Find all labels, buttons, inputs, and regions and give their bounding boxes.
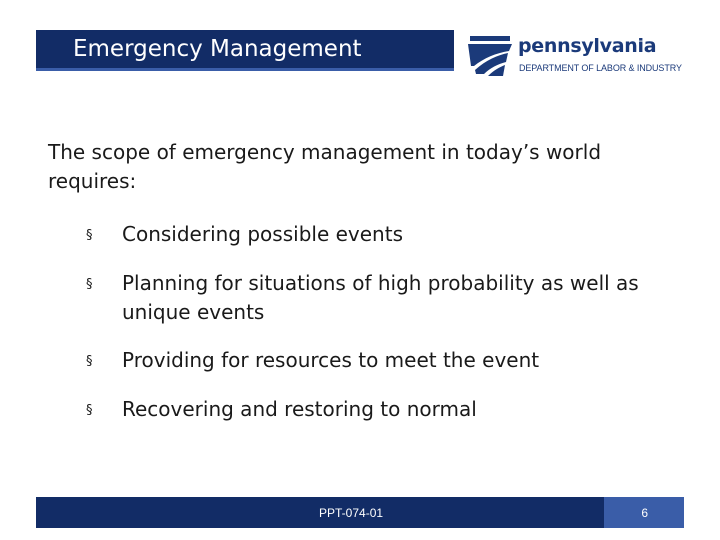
footer-main: [36, 497, 604, 528]
bullet-item: [86, 220, 403, 249]
bullet-item: [86, 395, 477, 424]
footer-code: PPT-074-01: [319, 506, 384, 520]
title-bar: [36, 30, 454, 71]
bullet-text: Planning for situations of high probability as well as unique events: [122, 271, 639, 324]
bullet-text: Providing for resources to meet the event: [122, 348, 540, 372]
logo-name: pennsylvania: [518, 35, 657, 57]
page-number: 6: [641, 506, 648, 520]
slide-title: Emergency Management: [73, 36, 362, 62]
section-bullet-icon: §: [86, 403, 93, 418]
section-bullet-icon: §: [86, 228, 93, 243]
footer-bar: [36, 497, 684, 528]
bullet-item: [86, 346, 539, 375]
bullet-text: Recovering and restoring to normal: [122, 397, 477, 421]
section-bullet-icon: §: [86, 354, 93, 369]
keystone-logo-icon: [466, 32, 514, 78]
pa-labor-logo: [466, 32, 690, 78]
bullet-text: Considering possible events: [122, 222, 403, 246]
bullet-item: [86, 269, 676, 327]
section-bullet-icon: §: [86, 277, 93, 292]
footer-page-box: [604, 497, 684, 528]
logo-department: DEPARTMENT OF LABOR & INDUSTRY: [519, 63, 682, 73]
intro-text: The scope of emergency management in today’s world requires:: [48, 140, 602, 193]
